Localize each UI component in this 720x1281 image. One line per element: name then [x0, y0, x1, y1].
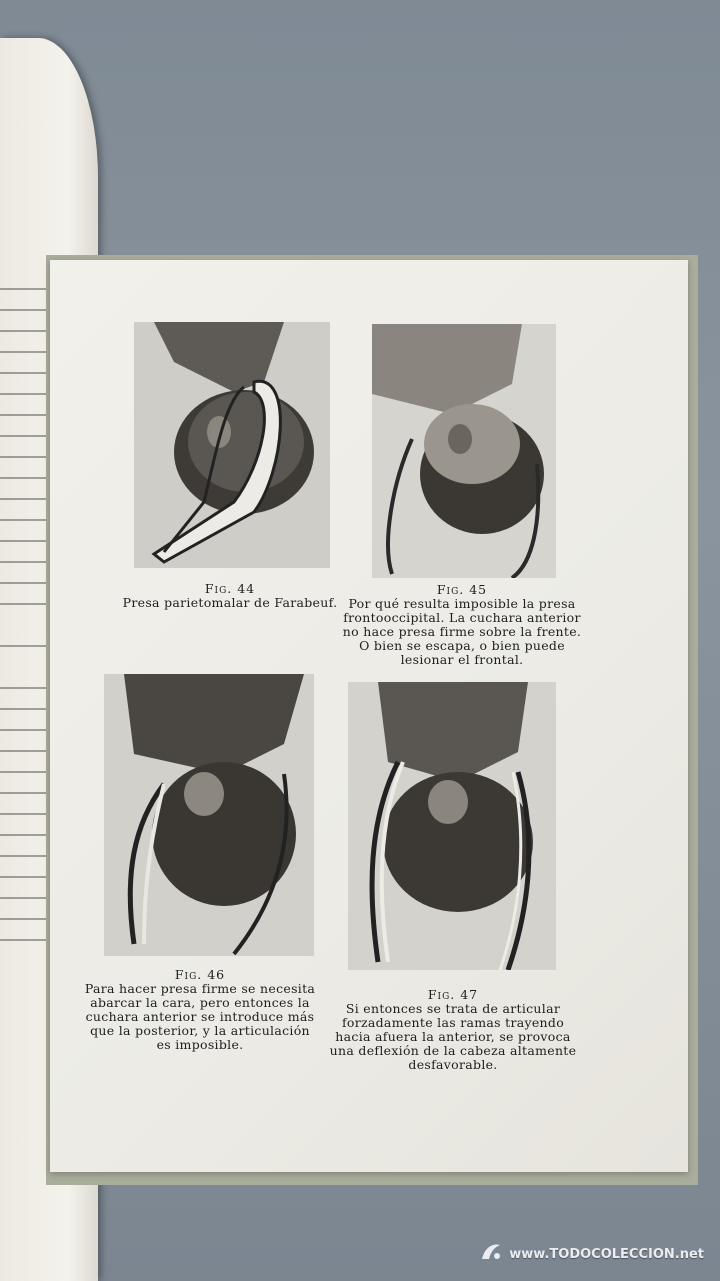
book-page — [50, 260, 688, 1172]
figure-47-caption-line-3: hacia afuera la anterior, se provoca — [335, 1029, 571, 1044]
figure-44-caption-line: Presa parietomalar de Farabeuf. — [122, 595, 338, 610]
watermark-text: www.TODOCOLECCION.net — [509, 1246, 704, 1262]
watermark — [479, 1241, 704, 1267]
figure-46-label: Fig. 46 — [174, 967, 226, 982]
figure-46-photo — [104, 674, 314, 956]
figure-46-caption-line-5: es imposible. — [156, 1037, 244, 1052]
figure-47-caption-line-2: forzadamente las ramas trayendo — [341, 1015, 565, 1030]
figure-45-photo — [372, 324, 556, 578]
figure-44-caption — [110, 582, 350, 610]
figure-44-label: Fig. 44 — [204, 581, 256, 596]
figure-47-caption — [328, 988, 578, 1072]
figure-45-caption-line-3: no hace presa firme sobre la frente. — [342, 624, 582, 639]
figure-45-caption — [342, 583, 582, 667]
figure-47-photo — [348, 682, 556, 970]
figure-45-caption-line-2: frontooccipital. La cuchara anterior — [343, 610, 581, 625]
figure-46-caption-line-2: abarcar la cara, pero entonces la — [90, 995, 310, 1010]
figure-47-label: Fig. 47 — [427, 987, 479, 1002]
todocoleccion-logo-icon — [479, 1241, 503, 1267]
figure-46-caption — [80, 968, 320, 1052]
figure-46-caption-line-1: Para hacer presa firme se necesita — [84, 981, 316, 996]
figure-46-caption-line-3: cuchara anterior se introduce más — [85, 1009, 315, 1024]
figure-47-caption-line-5: desfavorable. — [408, 1057, 498, 1072]
figure-44-photo — [134, 322, 330, 568]
figure-45-label: Fig. 45 — [436, 582, 488, 597]
figure-45-caption-line-1: Por qué resulta imposible la presa — [348, 596, 576, 611]
figure-47-caption-line-4: una deflexión de la cabeza altamente — [329, 1043, 577, 1058]
figure-45-caption-line-5: lesionar el frontal. — [400, 652, 524, 667]
figure-46-caption-line-4: que la posterior, y la articulación — [90, 1023, 310, 1038]
figure-45-caption-line-4: O bien se escapa, o bien puede — [359, 638, 565, 653]
figure-47-caption-line-1: Si entonces se trata de articular — [345, 1001, 561, 1016]
